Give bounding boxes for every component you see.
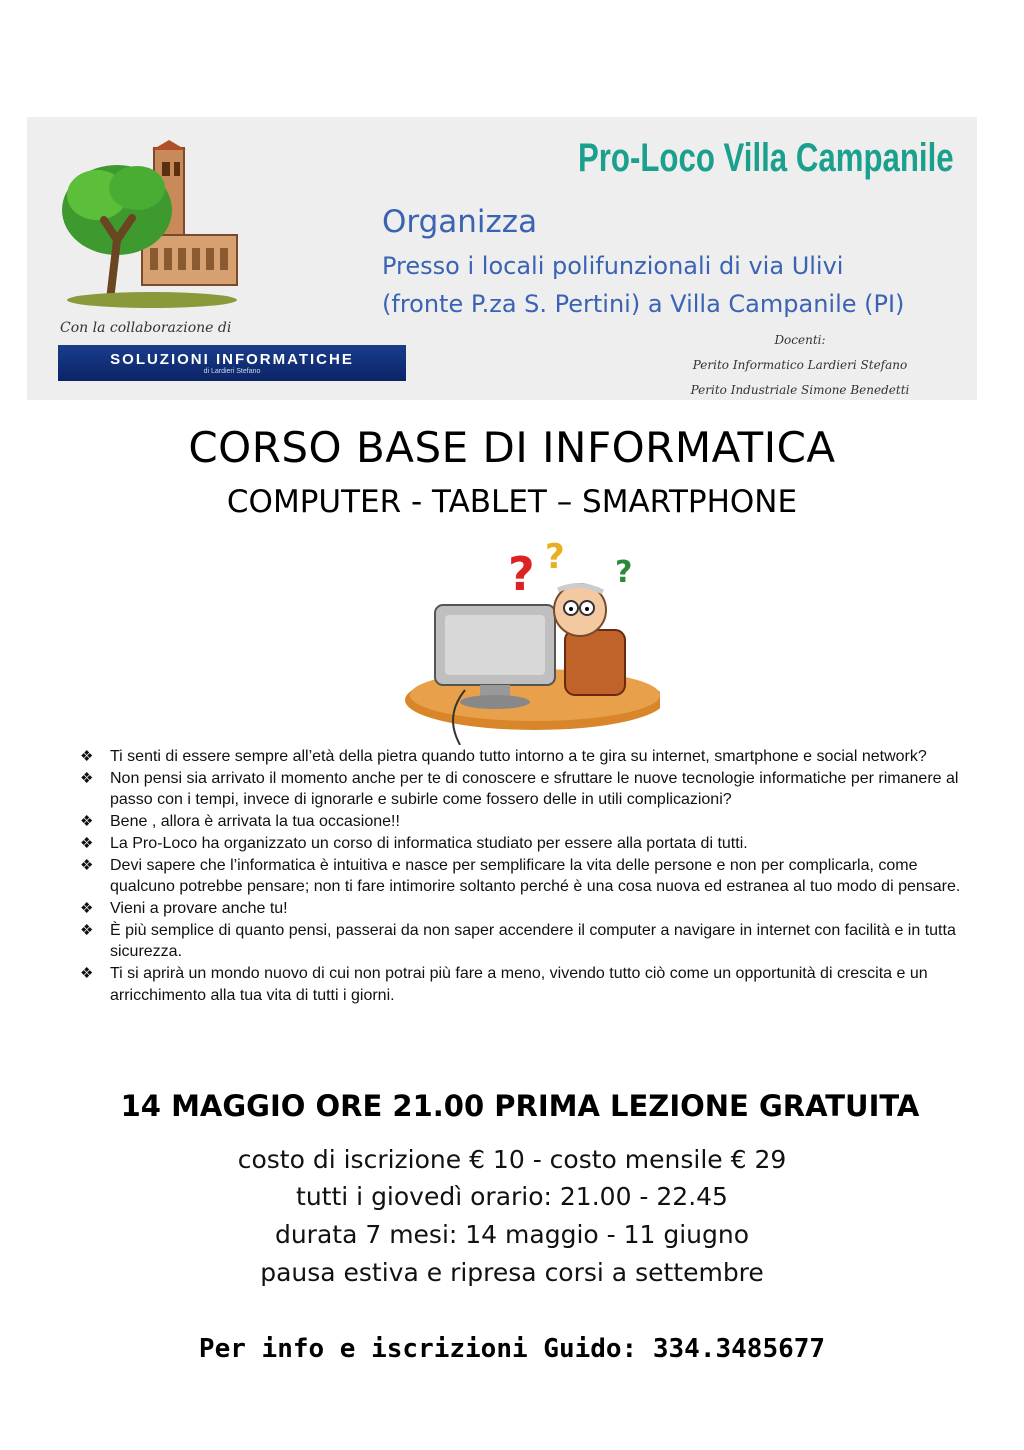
schedule-line: tutti i giovedì orario: 21.00 - 22.45 [296, 1182, 728, 1211]
confused-man-computer-illustration [375, 530, 660, 745]
list-item: ❖ Vieni a provare anche tu! [80, 898, 980, 920]
proloco-tree-tower-logo [62, 140, 242, 310]
diamond-bullet-icon: ❖ [80, 921, 94, 939]
diamond-bullet-icon: ❖ [80, 748, 94, 765]
address-line-2: (fronte P.za S. Pertini) a Villa Campanile (PI) [382, 290, 905, 318]
partner-subtitle: di Lardieri Stefano [203, 368, 261, 375]
course-subtitle: COMPUTER - TABLET – SMARTPHONE [226, 484, 798, 520]
diamond-bullet-icon: ❖ [80, 769, 94, 787]
organizer-title: Pro-Loco Villa Campanile [578, 136, 954, 180]
collaboration-label: Con la collaborazione di [60, 320, 232, 336]
list-item: ❖ Ti si aprirà un mondo nuovo di cui non potrai più fare a meno, vivendo tutto ciò come un opportunità di crescita e un arricchimento alla tua vita di tutti i giorni. [80, 965, 928, 1004]
bullet-list [80, 746, 980, 1006]
svg-text:?: ? [508, 547, 535, 601]
list-item: ❖ Non pensi sia arrivato il momento anche per te di conoscere e sfruttare le nuove tecnologie informatiche per rimanere al passo con i tempi, invece di ignorarle e subirle come fossero delle in utili complicazioni? [80, 769, 959, 809]
diamond-bullet-icon: ❖ [80, 856, 94, 874]
svg-text:?: ? [545, 537, 565, 577]
first-lesson-announcement: 14 MAGGIO ORE 21.00 PRIMA LEZIONE GRATUITA [120, 1089, 920, 1123]
docenti-label: Docenti: [774, 333, 826, 347]
partner-logo [58, 345, 406, 381]
cost-line: costo di iscrizione € 10 - costo mensile € 29 [237, 1145, 787, 1174]
list-item: ❖ Ti senti di essere sempre all’età della pietra quando tutto intorno a te gira su internet, smartphone e social network? [80, 746, 980, 768]
list-item: ❖ È più semplice di quanto pensi, passerai da non saper accendere il computer a navigare in internet con facilità e in tutta sicurezza. [80, 921, 956, 961]
docente-1: Perito Informatico Lardieri Stefano [692, 358, 908, 372]
partner-name: SOLUZIONI INFORMATICHE [110, 351, 354, 368]
diamond-bullet-icon: ❖ [80, 813, 94, 831]
diamond-bullet-icon: ❖ [80, 965, 94, 983]
duration-line: durata 7 mesi: 14 maggio - 11 giugno [274, 1220, 750, 1249]
organizza-label: Organizza [382, 204, 538, 240]
summer-break-line: pausa estiva e ripresa corsi a settembre [260, 1258, 764, 1287]
list-item: ❖ La Pro-Loco ha organizzato un corso di informatica studiato per essere alla portata di tutti. [80, 833, 980, 855]
address-line-1: Presso i locali polifunzionali di via Ulivi [382, 252, 844, 280]
course-title: CORSO BASE DI INFORMATICA [188, 423, 836, 472]
list-item: ❖ Devi sapere che l’informatica è intuitiva e nasce per semplificare la vita delle persone e non per complicarla, come qualcuno potrebbe pensare; non ti fare intimorire soltanto perché è una cosa nuova ed estranea al tuo modo di pensare. [80, 856, 961, 896]
list-item: ❖ Bene , allora è arrivata la tua occasione!! [80, 811, 980, 833]
docente-2: Perito Industriale Simone Benedetti [690, 383, 910, 397]
contact-info: Per info e iscrizioni Guido: 334.3485677 [198, 1334, 826, 1364]
diamond-bullet-icon: ❖ [80, 834, 94, 852]
svg-text:?: ? [615, 555, 633, 590]
diamond-bullet-icon: ❖ [80, 899, 94, 917]
